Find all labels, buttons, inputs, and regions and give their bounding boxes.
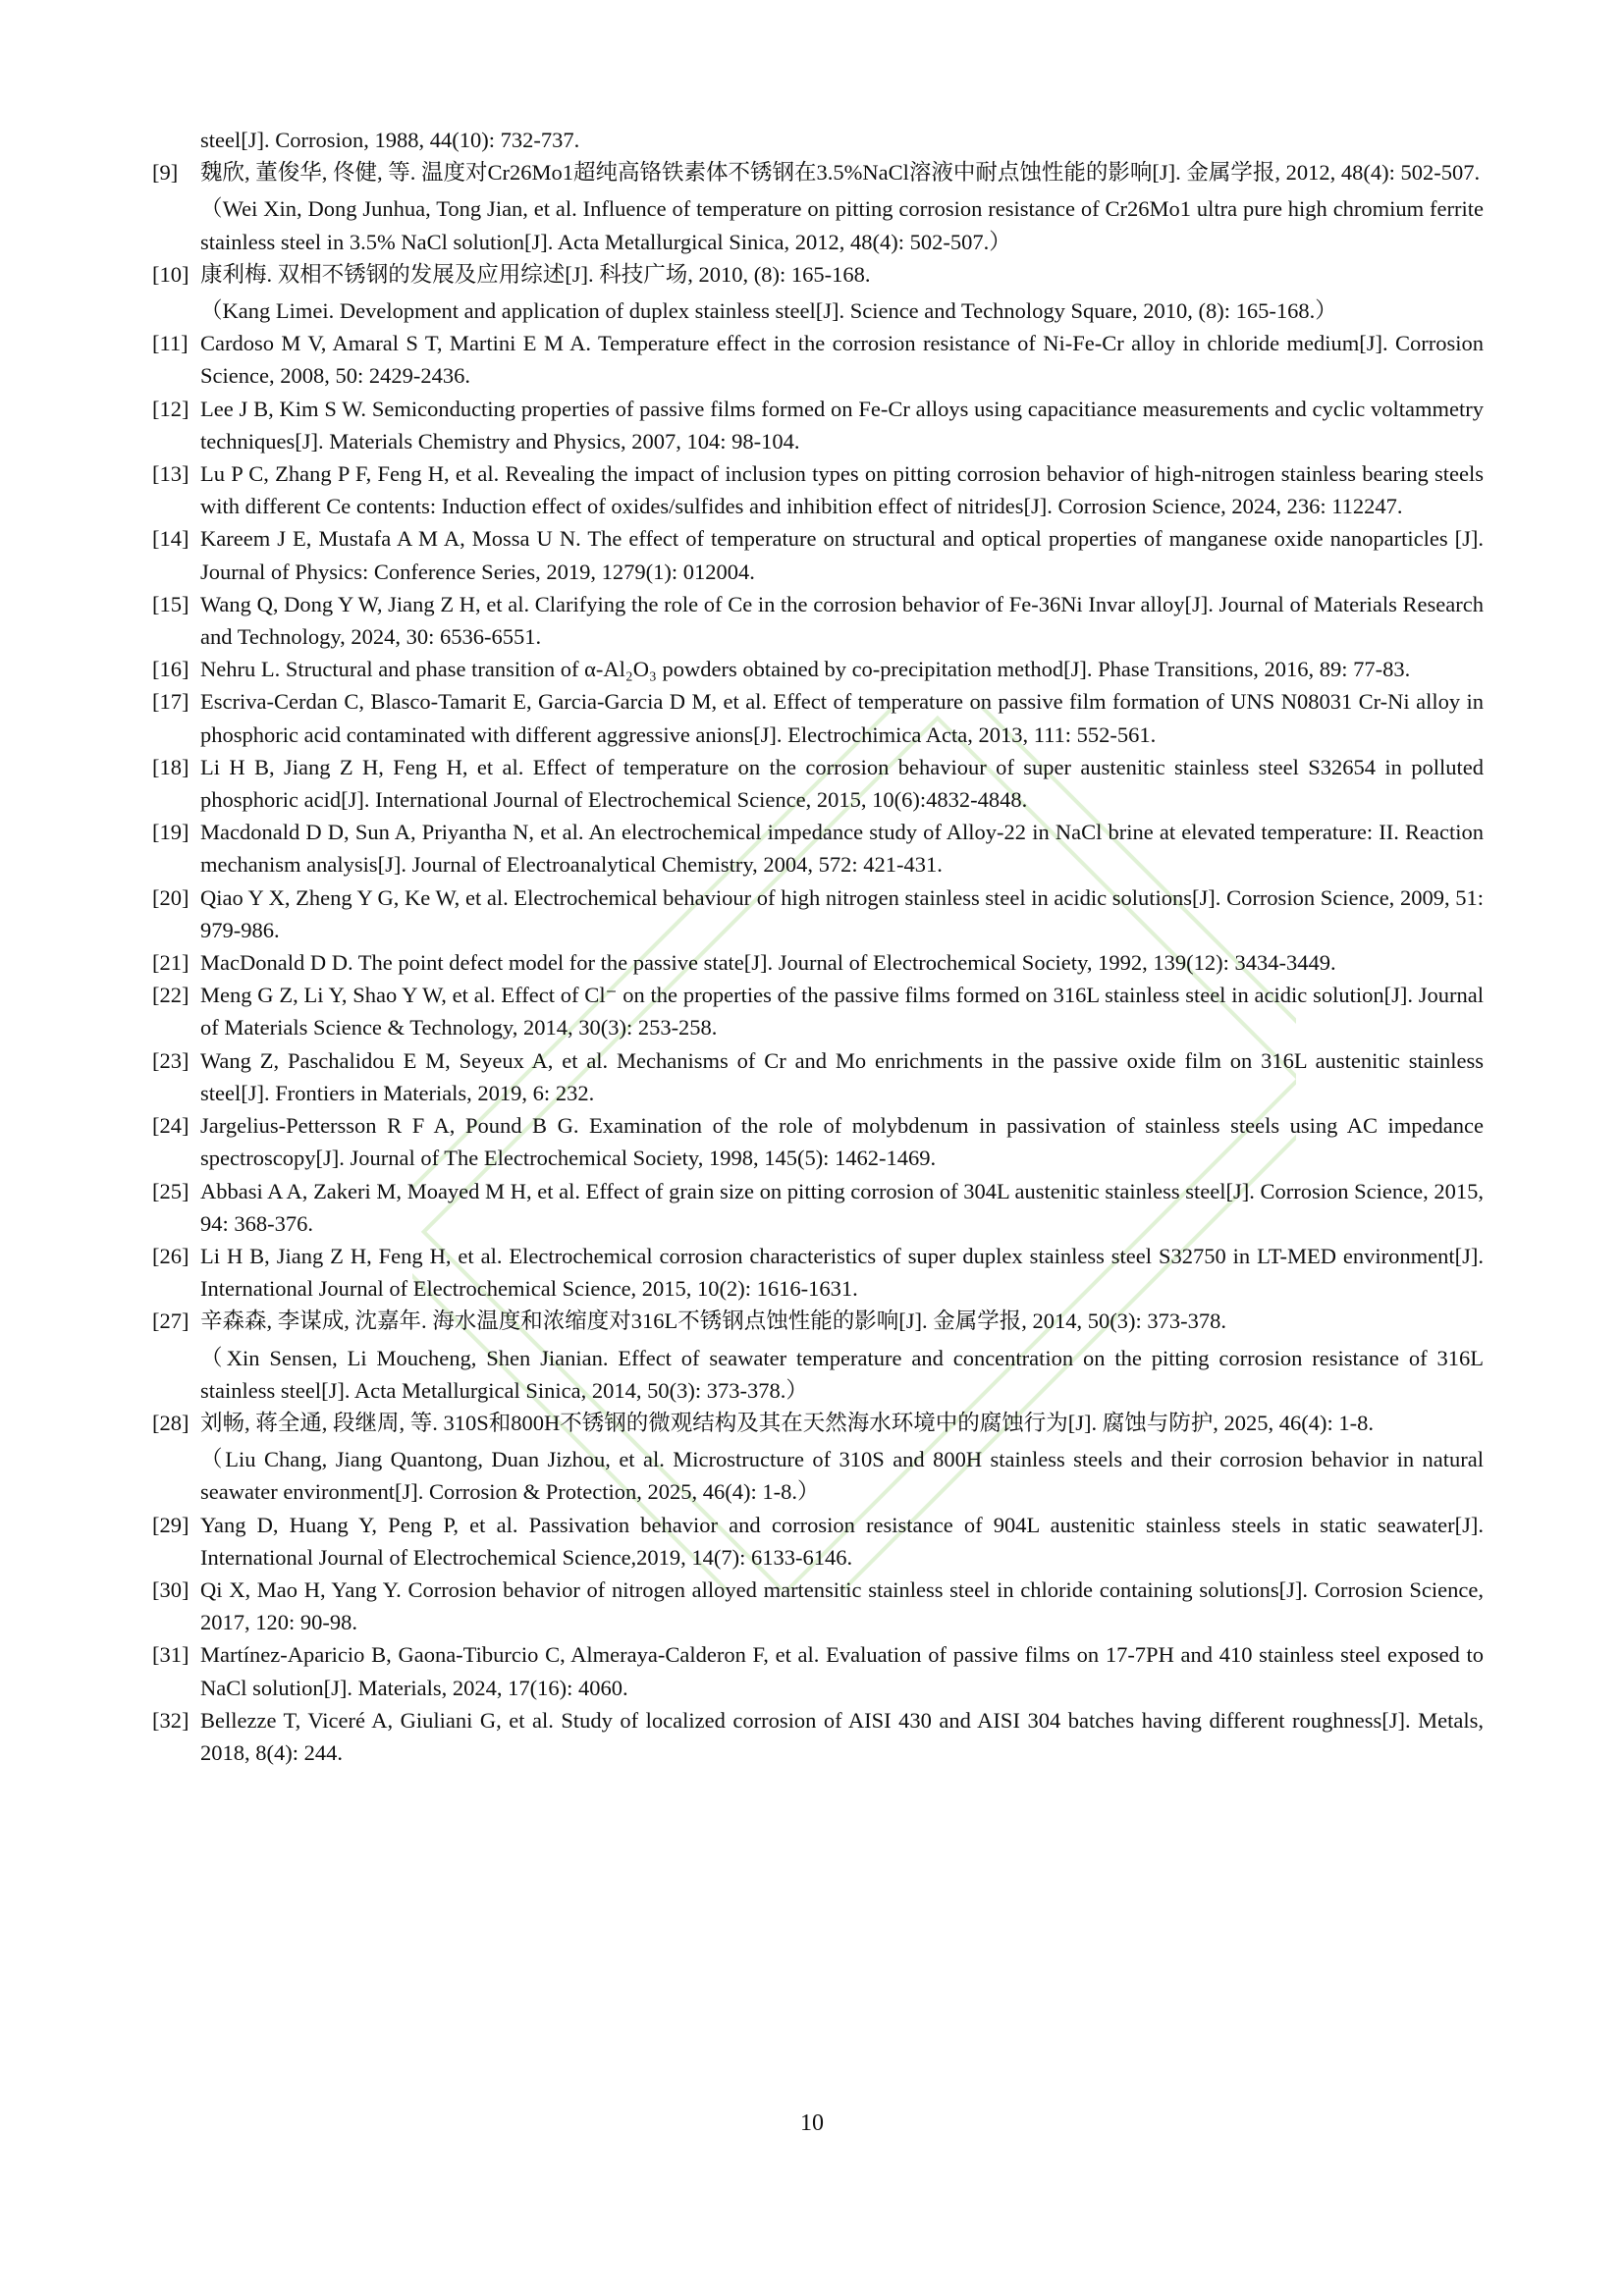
- reference-body: [200, 1509, 1484, 1574]
- reference-body: [200, 1704, 1484, 1769]
- reference-number: [11]: [152, 331, 189, 356]
- reference-entry: [152, 979, 1484, 1043]
- reference-continuation: steel[J]. Corrosion, 1988, 44(10): 732-737.: [200, 128, 580, 152]
- reference-number: [21]: [152, 950, 189, 976]
- reference-body: [200, 457, 1484, 522]
- page-number: 10: [800, 2110, 824, 2136]
- reference-entry: [152, 816, 1484, 881]
- reference-number: [17]: [152, 689, 189, 715]
- reference-translation: （Liu Chang, Jiang Quantong, Duan Jizhou, et al. Microstructure of 310S and 800H stainless steels and their corrosion behavior in natural seawater environment[J]. Corrosion & Protection, 2025, 46(4): 1-8.）: [200, 1447, 1484, 1505]
- reference-entry: [152, 1509, 1484, 1574]
- reference-list: [152, 124, 1484, 1769]
- reference-number: [20]: [152, 884, 189, 910]
- reference-text: Jargelius-Pettersson R F A, Pound B G. Examination of the role of molybdenum in passivation of stainless steels using AC impedance spectroscopy[J]. Journal of The Electrochemical Society, 1998, 145(5): 1462-1469.: [200, 1113, 1484, 1171]
- reference-entry: [152, 1109, 1484, 1174]
- reference-number: [24]: [152, 1113, 189, 1139]
- reference-text: Li H B, Jiang Z H, Feng H, et al. Effect of temperature on the corrosion behaviour of super austenitic stainless steel S32654 in polluted phosphoric acid[J]. International Journal of Electrochemical Science, 2015, 10(6):4832-4848.: [200, 754, 1484, 813]
- reference-text: Nehru L. Structural and phase transition of α-Al₂O₃ powders obtained by co-precipitation method[J]. Phase Transitions, 2016, 89: 77-83.: [200, 657, 1411, 682]
- reference-text: Martínez-Aparicio B, Gaona-Tiburcio C, Almeraya-Calderon F, et al. Evaluation of passive films on 17-7PH and 410 stainless steel exposed to NaCl solution[J]. Materials, 2024, 17(16): 4060.: [200, 1642, 1484, 1700]
- reference-number: [30]: [152, 1576, 189, 1602]
- reference-text: Qiao Y X, Zheng Y G, Ke W, et al. Electrochemical behaviour of high nitrogen stainless steel in acidic solutions[J]. Corrosion Science, 2009, 51: 979-986.: [200, 884, 1484, 942]
- reference-body: [200, 393, 1484, 457]
- reference-entry: [152, 946, 1484, 979]
- reference-body: [200, 1574, 1484, 1638]
- reference-body: [200, 1407, 1484, 1509]
- reference-text: Qi X, Mao H, Yang Y. Corrosion behavior of nitrogen alloyed martensitic stainless steel in chloride containing solutions[J]. Corrosion Science, 2017, 120: 90-98.: [200, 1576, 1484, 1635]
- reference-text: 刘畅, 蒋全通, 段继周, 等. 310S和800H不锈钢的微观结构及其在天然海水环境中的腐蚀行为[J]. 腐蚀与防护, 2025, 46(4): 1-8.: [200, 1410, 1374, 1435]
- reference-entry: [152, 156, 1484, 258]
- reference-text: Li H B, Jiang Z H, Feng H, et al. Electrochemical corrosion characteristics of super duplex stainless steel S32750 in LT-MED environment[J]. International Journal of Electrochemical Science, 2015, 10(2): 1616-1631.: [200, 1243, 1484, 1302]
- reference-entry: [152, 751, 1484, 816]
- reference-body: [200, 522, 1484, 587]
- reference-translation: （Wei Xin, Dong Junhua, Tong Jian, et al. Influence of temperature on pitting corrosion resistance of Cr26Mo1 ultra pure high chromium ferrite stainless steel in 3.5% NaCl solution[J]. Acta Metallurgical Sinica, 2012, 48(4): 502-507.）: [200, 196, 1484, 254]
- reference-text: 魏欣, 董俊华, 佟健, 等. 温度对Cr26Mo1超纯高铬铁素体不锈钢在3.5%NaCl溶液中耐点蚀性能的影响[J]. 金属学报, 2012, 48(4): 502-507.: [200, 160, 1481, 186]
- reference-entry: [152, 1305, 1484, 1407]
- reference-body: [200, 946, 1484, 979]
- reference-number: [19]: [152, 820, 189, 845]
- reference-number: [22]: [152, 983, 189, 1008]
- reference-entry: [152, 327, 1484, 392]
- reference-translation: （Xin Sensen, Li Moucheng, Shen Jianian. Effect of seawater temperature and concentration on the pitting corrosion resistance of 316L stainless steel[J]. Acta Metallurgical Sinica, 2014, 50(3): 373-378.）: [200, 1345, 1484, 1403]
- reference-body: [200, 1240, 1484, 1305]
- reference-body: [200, 327, 1484, 392]
- reference-body: [200, 1305, 1484, 1407]
- reference-entry: [152, 1407, 1484, 1509]
- reference-number: [29]: [152, 1512, 189, 1537]
- reference-number: [25]: [152, 1178, 189, 1203]
- reference-text: Bellezze T, Viceré A, Giuliani G, et al. Study of localized corrosion of AISI 430 and AISI 304 batches having different roughness[J]. Metals, 2018, 8(4): 244.: [200, 1707, 1484, 1765]
- reference-text: Wang Z, Paschalidou E M, Seyeux A, et al. Mechanisms of Cr and Mo enrichments in the passive oxide film on 316L austenitic stainless steel[J]. Frontiers in Materials, 2019, 6: 232.: [200, 1047, 1484, 1105]
- reference-entry: [152, 1704, 1484, 1769]
- reference-entry: [152, 1574, 1484, 1638]
- reference-body: [200, 156, 1484, 258]
- reference-body: [200, 751, 1484, 816]
- reference-number: [14]: [152, 526, 189, 552]
- reference-number: [9]: [152, 160, 179, 186]
- reference-body: [200, 653, 1484, 685]
- reference-body: [200, 258, 1484, 327]
- reference-text: Lee J B, Kim S W. Semiconducting properties of passive films formed on Fe-Cr alloys using capacitiance measurements and cyclic voltammetry techniques[J]. Materials Chemistry and Physics, 2007, 104: 98-104.: [200, 396, 1484, 454]
- reference-text: Yang D, Huang Y, Peng P, et al. Passivation behavior and corrosion resistance of 904L austenitic stainless steels in static seawater[J]. International Journal of Electrochemical Science,2019, 14(7): 6133-6146.: [200, 1512, 1484, 1570]
- reference-number: [13]: [152, 461, 189, 487]
- reference-text: Meng G Z, Li Y, Shao Y W, et al. Effect of Cl⁻ on the properties of the passive films formed on 316L stainless steel in acidic solution[J]. Journal of Materials Science & Technology, 2014, 30(3): 253-258.: [200, 983, 1484, 1041]
- reference-text: Macdonald D D, Sun A, Priyantha N, et al. An electrochemical impedance study of Alloy-22 in NaCl brine at elevated temperature: II. Reaction mechanism analysis[J]. Journal of Electroanalytical Chemistry, 2004, 572: 421-431.: [200, 820, 1484, 878]
- reference-entry: [152, 1175, 1484, 1240]
- reference-entry: [152, 258, 1484, 327]
- reference-body: [200, 1175, 1484, 1240]
- reference-body: [200, 1109, 1484, 1174]
- reference-number: [12]: [152, 396, 189, 421]
- reference-number: [31]: [152, 1642, 189, 1668]
- reference-body: [200, 816, 1484, 881]
- reference-entry: [152, 881, 1484, 946]
- reference-translation: （Kang Limei. Development and application of duplex stainless steel[J]. Science and Technology Square, 2010, (8): 165-168.）: [200, 298, 1337, 324]
- reference-body: [200, 1044, 1484, 1109]
- reference-text: 辛森森, 李谋成, 沈嘉年. 海水温度和浓缩度对316L不锈钢点蚀性能的影响[J]. 金属学报, 2014, 50(3): 373-378.: [200, 1308, 1226, 1334]
- reference-text: Escriva-Cerdan C, Blasco-Tamarit E, Garcia-Garcia D M, et al. Effect of temperature on passive film formation of UNS N08031 Cr-Ni alloy in phosphoric acid contaminated with different aggressive anions[J]. Electrochimica Acta, 2013, 111: 552-561.: [200, 689, 1484, 747]
- reference-text: Wang Q, Dong Y W, Jiang Z H, et al. Clarifying the role of Ce in the corrosion behavior of Fe-36Ni Invar alloy[J]. Journal of Materials Research and Technology, 2024, 30: 6536-6551.: [200, 591, 1484, 650]
- reference-body: [200, 979, 1484, 1043]
- reference-number: [32]: [152, 1707, 189, 1733]
- reference-entry: [152, 457, 1484, 522]
- reference-entry: [152, 685, 1484, 750]
- reference-body: [200, 1638, 1484, 1703]
- reference-body: [200, 685, 1484, 750]
- reference-entry: [152, 653, 1484, 685]
- reference-number: [27]: [152, 1308, 189, 1334]
- reference-number: [23]: [152, 1047, 189, 1073]
- reference-entry: [152, 588, 1484, 653]
- reference-text: Kareem J E, Mustafa A M A, Mossa U N. The effect of temperature on structural and optical properties of manganese oxide nanoparticles [J]. Journal of Physics: Conference Series, 2019, 1279(1): 012004.: [200, 526, 1484, 584]
- reference-entry: [152, 1638, 1484, 1703]
- reference-body: [200, 881, 1484, 946]
- reference-body: [200, 588, 1484, 653]
- reference-number: [28]: [152, 1410, 189, 1435]
- reference-number: [26]: [152, 1243, 189, 1268]
- reference-number: [10]: [152, 261, 189, 287]
- reference-entry: [152, 1240, 1484, 1305]
- reference-entry: [152, 1044, 1484, 1109]
- reference-text: MacDonald D D. The point defect model for the passive state[J]. Journal of Electrochemical Society, 1992, 139(12): 3434-3449.: [200, 950, 1336, 976]
- reference-entry: [152, 393, 1484, 457]
- reference-text: Abbasi A A, Zakeri M, Moayed M H, et al. Effect of grain size on pitting corrosion of 304L austenitic stainless steel[J]. Corrosion Science, 2015, 94: 368-376.: [200, 1178, 1484, 1236]
- reference-number: [18]: [152, 754, 189, 779]
- reference-text: Lu P C, Zhang P F, Feng H, et al. Revealing the impact of inclusion types on pitting corrosion behavior of high-nitrogen stainless bearing steels with different Ce contents: Induction effect of oxides/sulfides and inhibition effect of nitrides[J]. Corrosion Science, 2024, 236: 112247.: [200, 461, 1484, 519]
- reference-number: [15]: [152, 591, 189, 616]
- reference-number: [16]: [152, 657, 189, 682]
- reference-entry: [152, 522, 1484, 587]
- reference-text: 康利梅. 双相不锈钢的发展及应用综述[J]. 科技广场, 2010, (8): 165-168.: [200, 261, 871, 287]
- reference-text: Cardoso M V, Amaral S T, Martini E M A. Temperature effect in the corrosion resistance of Ni-Fe-Cr alloy in chloride medium[J]. Corrosion Science, 2008, 50: 2429-2436.: [200, 331, 1484, 389]
